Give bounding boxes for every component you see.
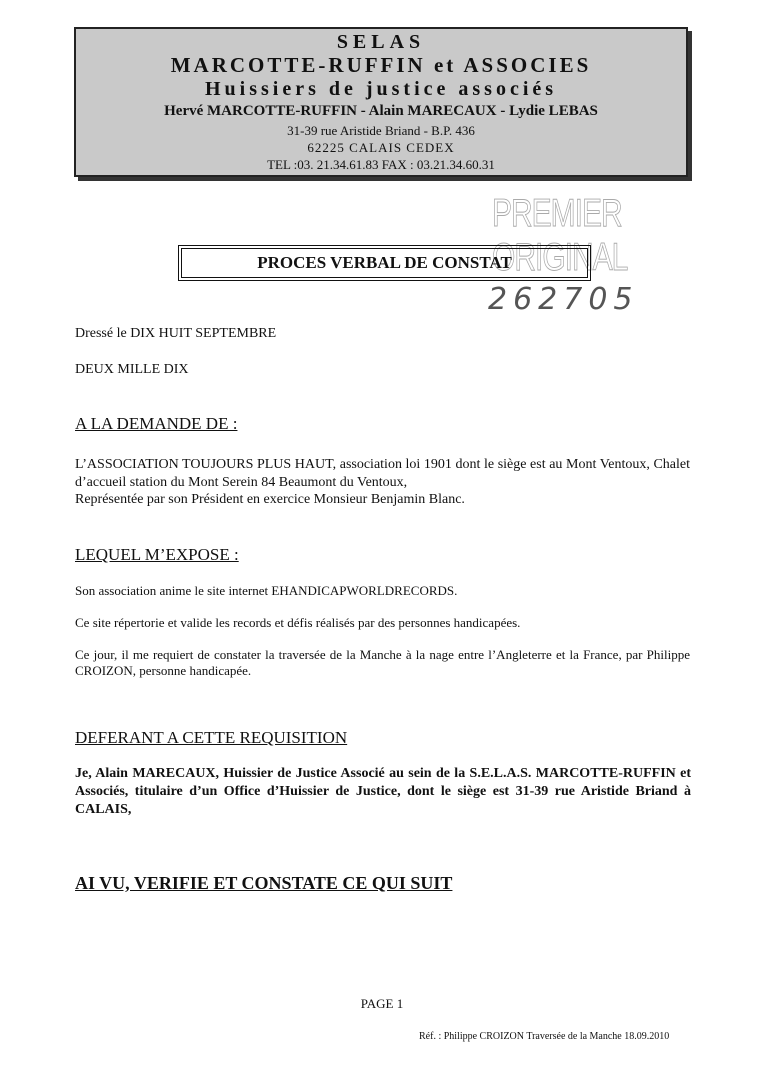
- firm-profession: Huissiers de justice associés: [204, 78, 558, 100]
- firm-type: SELAS: [336, 31, 426, 53]
- firm-partners: Hervé MARCOTTE-RUFFIN - Alain MARECAUX - Lydie LEBAS: [164, 103, 598, 119]
- original-stamp: PREMIER ORIGINAL: [492, 192, 628, 280]
- section-heading-requisition: DEFERANT A CETTE REQUISITION: [75, 728, 348, 747]
- date-line-1: Dressé le DIX HUIT SEPTEMBRE: [75, 326, 277, 341]
- expose-paragraph-1: Son association anime le site internet EHANDICAPWORLDRECORDS.: [75, 583, 458, 598]
- letterhead: [74, 27, 688, 177]
- page-number: PAGE 1: [360, 996, 404, 1011]
- expose-paragraph-3: Ce jour, il me requiert de constater la traversée de la Manche à la nage entre l’Angleterre et la France, par Philippe CROIZON, personne handicapée.: [75, 647, 690, 679]
- requester-paragraph: L’ASSOCIATION TOUJOURS PLUS HAUT, association loi 1901 dont le siège est au Mont Ventoux, Chalet d’accueil station du Mont Serein 84 Beaumont du Ventoux,: [75, 457, 690, 490]
- handwritten-number: 262705: [488, 282, 639, 317]
- requester-representative: Représentée par son Président en exercice Monsieur Benjamin Blanc.: [75, 492, 465, 507]
- document-title: PROCES VERBAL DE CONSTAT: [181, 248, 588, 278]
- firm-address: 31-39 rue Aristide Briand - B.P. 436: [287, 123, 475, 138]
- huissier-paragraph: Je, Alain MARECAUX, Huissier de Justice Associé au sein de la S.E.L.A.S. MARCOTTE-RUFFIN et Associés, titulaire d’un Office d’Huissier de Justice, dont le siège est 31-39 rue Aristide Briand à CALAIS,: [75, 766, 691, 818]
- section-heading-constate: AI VU, VERIFIE ET CONSTATE CE QUI SUIT: [75, 873, 453, 893]
- expose-paragraph-2: Ce site répertorie et valide les records et défis réalisés par des personnes handicapées.: [75, 615, 521, 630]
- section-heading-expose: LEQUEL M’EXPOSE :: [75, 545, 239, 564]
- footer-reference: Réf. : Philippe CROIZON Traversée de la Manche 18.09.2010: [419, 1031, 670, 1042]
- title-box: [178, 245, 591, 281]
- date-line-2: DEUX MILLE DIX: [75, 362, 189, 377]
- firm-name: MARCOTTE-RUFFIN et ASSOCIES: [170, 53, 592, 77]
- section-heading-demande: A LA DEMANDE DE :: [75, 414, 238, 433]
- firm-contact: TEL :03. 21.34.61.83 FAX : 03.21.34.60.31: [267, 157, 495, 172]
- firm-city: 62225 CALAIS CEDEX: [307, 140, 455, 155]
